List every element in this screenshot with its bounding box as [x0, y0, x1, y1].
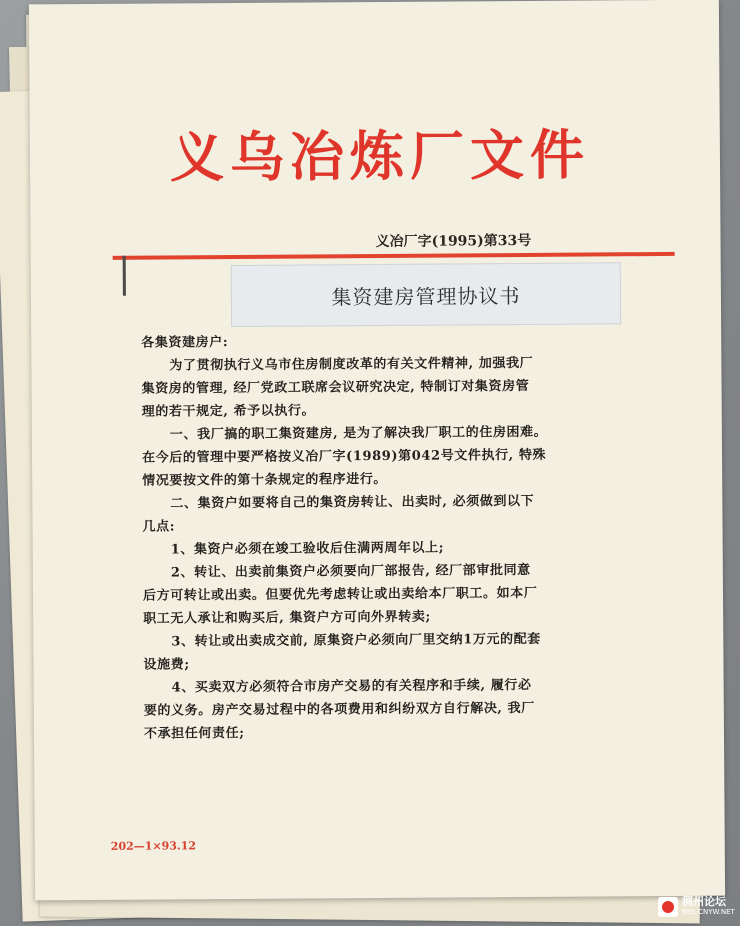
body-line: 职工无人承让和购买后, 集资户方可向外界转卖;	[143, 609, 431, 627]
forum-logo-icon	[658, 897, 678, 917]
print-code: 202—1×93.12	[110, 839, 197, 853]
document-body	[141, 328, 679, 746]
document-page	[29, 0, 725, 900]
body-line: 后方可转让或出卖。但要优先考虑转让或出卖给本厂职工。如本厂	[142, 585, 538, 604]
body-line: 为了贯彻执行义乌市住房制度改革的有关文件精神, 加强我厂	[169, 355, 534, 374]
document-title: 义乌冶炼厂文件	[169, 123, 591, 190]
document-number: 义冶厂字(1995)第33号	[375, 232, 532, 251]
body-line: 3、转让或出卖成交前, 原集资户必须向厂里交纳1万元的配套	[171, 631, 541, 650]
subject-label	[231, 262, 621, 327]
body-line: 设施费;	[143, 657, 190, 673]
red-divider-line	[113, 252, 675, 260]
body-line: 2、转让、出卖前集资户必须要向厂部报告, 经厂部审批同意	[170, 562, 531, 581]
body-line: 不承担任何责任;	[143, 725, 245, 742]
watermark-url: BBS.CNYW.NET	[682, 908, 735, 916]
body-line: 在今后的管理中要严格按义冶厂字(1989)第042号文件执行, 特殊	[141, 447, 547, 466]
watermark-name: 稠州论坛	[682, 895, 726, 908]
forum-watermark	[658, 892, 738, 922]
body-line: 二、集资户如要将自己的集资房转让、出卖时, 必须做到以下	[170, 493, 535, 512]
body-line: 4、买卖双方必须符合市房产交易的有关程序和手续, 履行必	[171, 677, 532, 696]
body-line: 几点:	[142, 519, 176, 535]
body-line: 理的若干规定, 希予以执行。	[141, 403, 316, 420]
body-line: 情况要按文件的第十条规定的程序进行。	[142, 471, 388, 489]
body-line: 集资房的管理, 经厂党政工联席会议研究决定, 特制订对集资房管	[141, 378, 530, 397]
subject-text: 集资建房管理协议书	[331, 283, 521, 309]
body-line: 一、我厂搞的职工集资建房, 是为了解决我厂职工的住房困难。	[169, 424, 548, 443]
body-line: 要的义务。房产交易过程中的各项费用和纠纷双方自行解决, 我厂	[143, 700, 535, 719]
staple-mark	[123, 256, 126, 296]
body-line: 1、集资户必须在竣工验收后住满两周年以上;	[170, 540, 445, 558]
body-line: 各集资建房户:	[141, 335, 229, 351]
